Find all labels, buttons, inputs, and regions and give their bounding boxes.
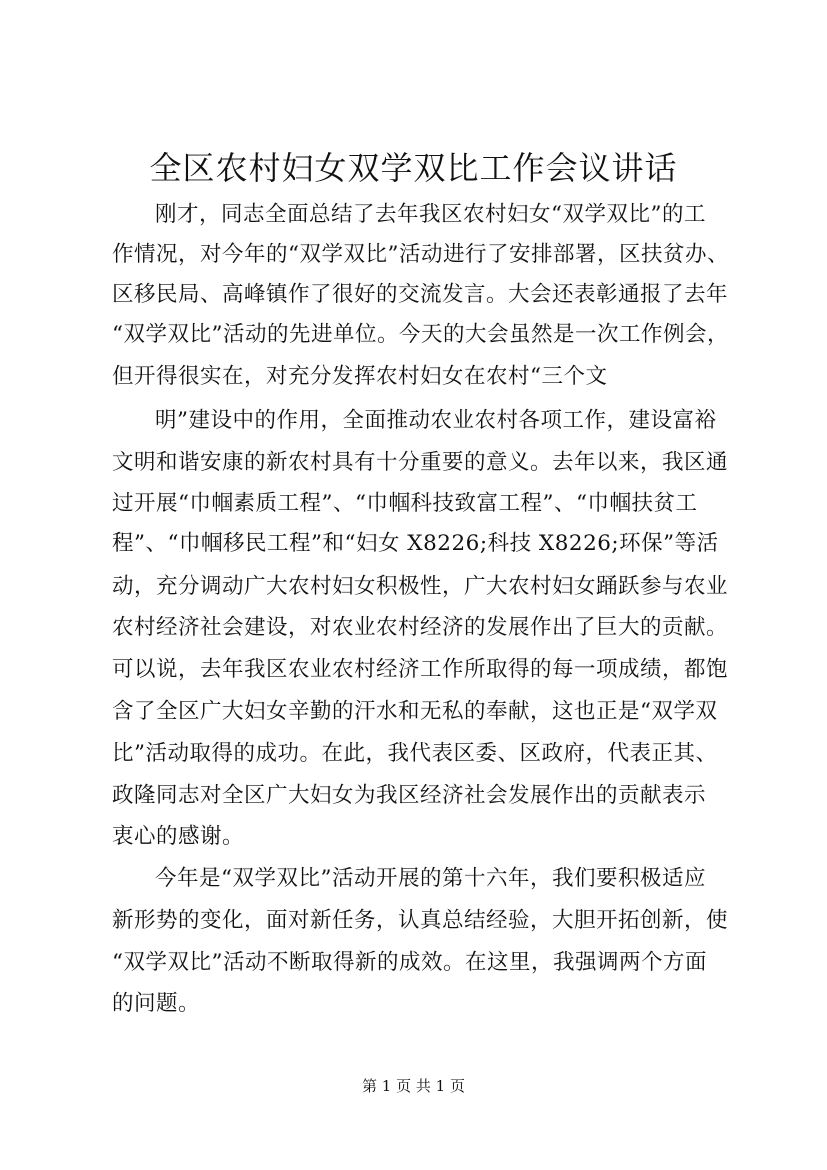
paragraph-line: 程”、“巾帼移民工程”和“妇女 X8226;科技 X8226;环保”等活 <box>112 531 719 556</box>
paragraph-line: 区移民局、高峰镇作了很好的交流发言。大会还表彰通报了去年 <box>112 282 729 307</box>
paragraph-line: “双学双比”活动不断取得新的成效。在这里，我强调两个方面 <box>112 950 707 975</box>
paragraph-line: 含了全区广大妇女辛勤的汗水和无私的奉献，这也正是“双学双 <box>112 699 718 724</box>
paragraph-line: 但开得很实在，对充分发挥农村妇女在农村“三个文 <box>112 364 608 389</box>
paragraph-line: 农村经济社会建设，对农业农村经济的发展作出了巨大的贡献。 <box>112 615 729 640</box>
paragraph-line: 明”建设中的作用，全面推动农业农村各项工作，建设富裕 <box>155 408 717 433</box>
paragraph-line: 刚才，同志全面总结了去年我区农村妇女“双学双比”的工 <box>155 202 706 227</box>
paragraph-line: “双学双比”活动的先进单位。今天的大会虽然是一次工作例会， <box>112 322 729 347</box>
paragraph-line: 的问题。 <box>112 991 201 1016</box>
paragraph-line: 政隆同志对全区广大妇女为我区经济社会发展作出的贡献表示 <box>112 783 707 808</box>
paragraph-line: 动，充分调动广大农村妇女积极性，广大农村妇女踊跃参与农业 <box>112 574 729 599</box>
paragraph-line: 文明和谐安康的新农村具有十分重要的意义。去年以来，我区通 <box>112 450 729 475</box>
paragraph-line: 新形势的变化，面对新任务，认真总结经验，大胆开拓创新，使 <box>112 908 729 933</box>
paragraph-line: 比”活动取得的成功。在此，我代表区委、区政府，代表正其、 <box>112 741 718 766</box>
paragraph-line: 今年是“双学双比”活动开展的第十六年，我们要积极适应 <box>155 866 706 891</box>
page-number-footer: 第 1 页 共 1 页 <box>362 1077 465 1095</box>
paragraph-line: 过开展“巾帼素质工程”、“巾帼科技致富工程”、“巾帼扶贫工 <box>112 491 698 516</box>
paragraph-line: 衷心的感谢。 <box>112 824 245 849</box>
paragraph-line: 作情况，对今年的“双学双比”活动进行了安排部署，区扶贫办、 <box>112 242 729 267</box>
paragraph-line: 可以说，去年我区农业农村经济工作所取得的每一项成绩，都饱 <box>112 657 729 682</box>
document-title: 全区农村妇女双学双比工作会议讲话 <box>149 149 678 187</box>
